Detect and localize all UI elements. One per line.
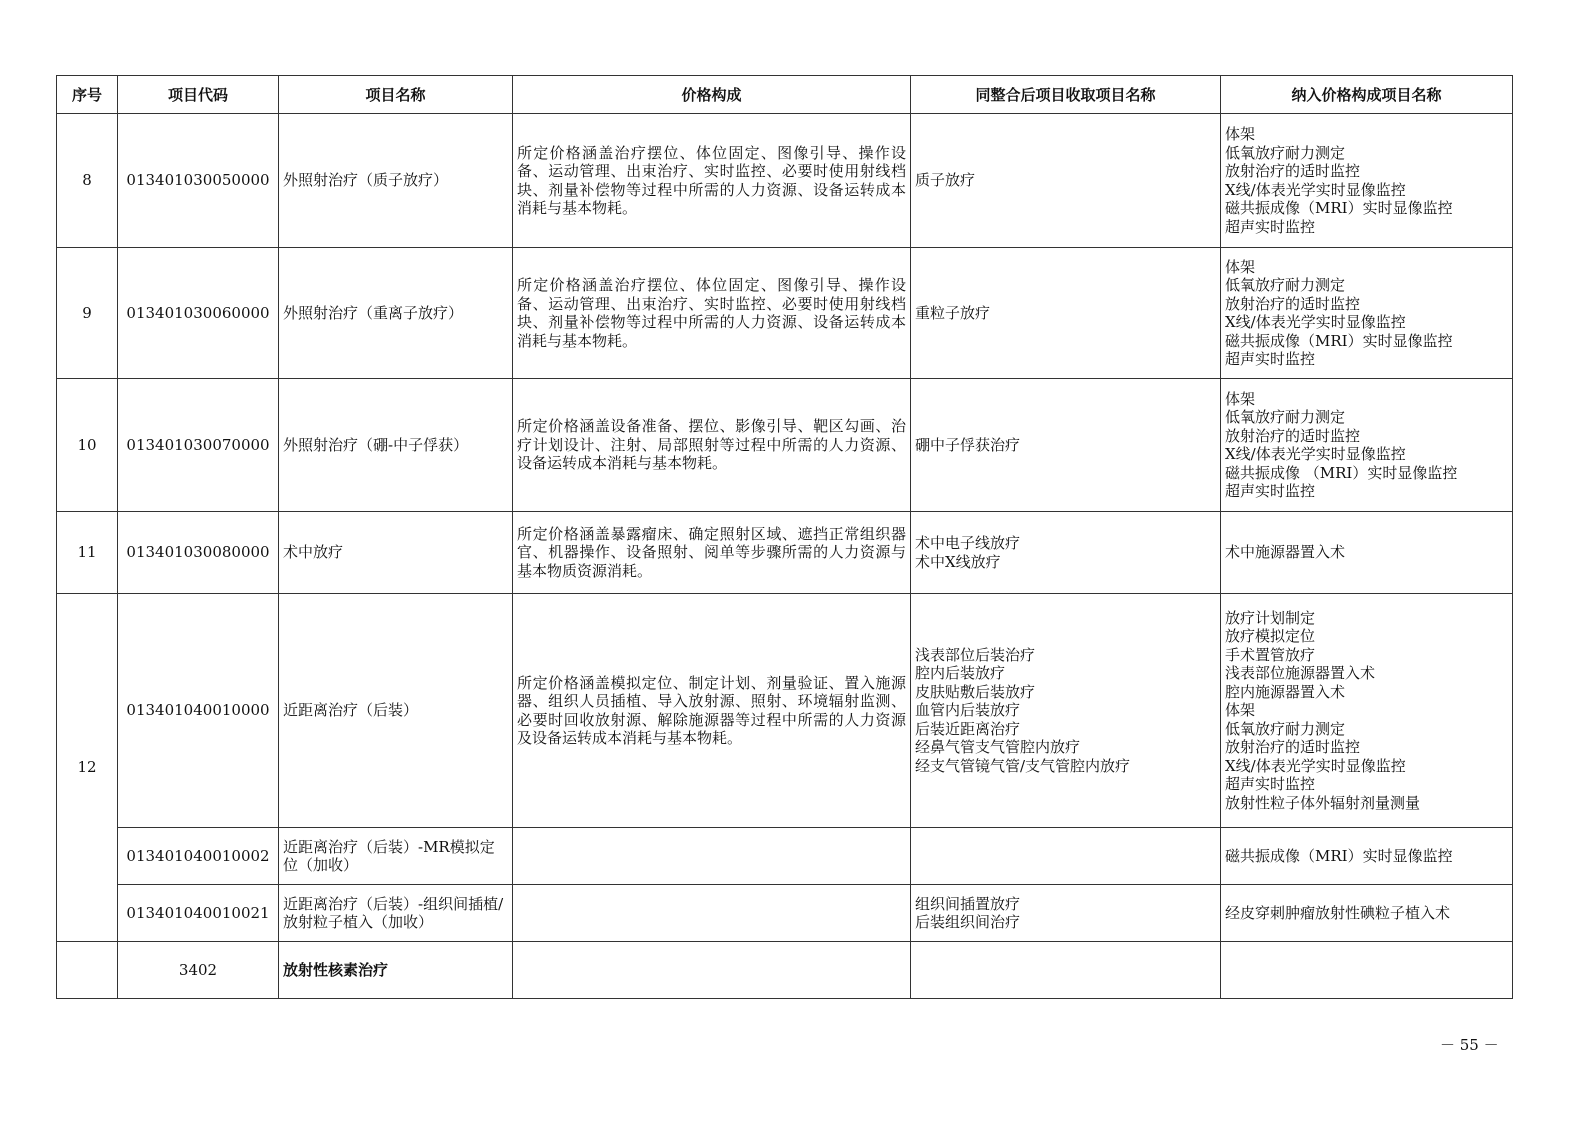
row-price: 所定价格涵盖模拟定位、制定计划、剂量验证、置入施源器、组织人员插植、导入放射源、照射、环境辐射监测、必要时回收放射源、解除施源器等过程中所需的人力资源及设备运转成本消耗与基本物耗。: [513, 594, 911, 828]
row-included: 磁共振成像（MRI）实时显像监控: [1221, 828, 1513, 885]
row-included: 体架 低氧放疗耐力测定 放射治疗的适时监控 X线/体表光学实时显像监控 磁共振成像 （MRI）实时显像监控 超声实时监控: [1221, 379, 1513, 512]
row-merged: 组织间插置放疗 后装组织间治疗: [911, 885, 1221, 942]
row-name: 放射性核素治疗: [279, 942, 513, 999]
row-code: 013401040010002: [118, 828, 279, 885]
row-code: 013401040010021: [118, 885, 279, 942]
row-included: 体架 低氧放疗耐力测定 放射治疗的适时监控 X线/体表光学实时显像监控 磁共振成像（MRI）实时显像监控 超声实时监控: [1221, 114, 1513, 248]
row-name: 外照射治疗（硼-中子俘获）: [279, 379, 513, 512]
row-included: 放疗计划制定 放疗模拟定位 手术置管放疗 浅表部位施源器置入术 腔内施源器置入术 体架 低氧放疗耐力测定 放射治疗的适时监控 X线/体表光学实时显像监控 超声实时监控 放射性粒子体外辐射剂量测量: [1221, 594, 1513, 828]
table-header-row: [57, 76, 1513, 114]
row-included: 体架 低氧放疗耐力测定 放射治疗的适时监控 X线/体表光学实时显像监控 磁共振成像（MRI）实时显像监控 超声实时监控: [1221, 248, 1513, 379]
row-code: 013401030060000: [118, 248, 279, 379]
table-row: [57, 379, 1513, 512]
row-seq: 8: [57, 114, 118, 248]
row-merged: [911, 828, 1221, 885]
table-row: [57, 114, 1513, 248]
row-price: [513, 828, 911, 885]
row-included: [1221, 942, 1513, 999]
table-row: [57, 248, 1513, 379]
pricing-table: [56, 75, 1513, 999]
row-name: 外照射治疗（重离子放疗）: [279, 248, 513, 379]
header-code: 项目代码: [118, 76, 279, 114]
row-code: 013401040010000: [118, 594, 279, 828]
row-price: [513, 885, 911, 942]
row-seq: 11: [57, 512, 118, 594]
row-price: 所定价格涵盖治疗摆位、体位固定、图像引导、操作设备、运动管理、出束治疗、实时监控、必要时使用射线档块、剂量补偿物等过程中所需的人力资源、设备运转成本消耗与基本物耗。: [513, 248, 911, 379]
row-merged: 术中电子线放疗 术中X线放疗: [911, 512, 1221, 594]
row-name: 术中放疗: [279, 512, 513, 594]
table-row: [57, 828, 1513, 885]
page-number: － 55 －: [1440, 1036, 1499, 1054]
row-included: 经皮穿刺肿瘤放射性碘粒子植入术: [1221, 885, 1513, 942]
table-row: [57, 885, 1513, 942]
row-price: 所定价格涵盖设备准备、摆位、影像引导、靶区勾画、治疗计划设计、注射、局部照射等过程中所需的人力资源、设备运转成本消耗与基本物耗。: [513, 379, 911, 512]
row-code: 013401030080000: [118, 512, 279, 594]
row-seq: [57, 942, 118, 999]
row-name: 外照射治疗（质子放疗）: [279, 114, 513, 248]
header-seq: 序号: [57, 76, 118, 114]
header-merged: 同整合后项目收取项目名称: [911, 76, 1221, 114]
row-name: 近距离治疗（后装）-MR模拟定位（加收）: [279, 828, 513, 885]
row-seq: 9: [57, 248, 118, 379]
row-merged: [911, 942, 1221, 999]
row-merged: 质子放疗: [911, 114, 1221, 248]
row-included: 术中施源器置入术: [1221, 512, 1513, 594]
row-seq: 12: [57, 594, 118, 942]
table-row: [57, 942, 1513, 999]
table-row: [57, 594, 1513, 828]
row-code: 3402: [118, 942, 279, 999]
row-price: 所定价格涵盖暴露瘤床、确定照射区域、遮挡正常组织器官、机器操作、设备照射、阅单等步骤所需的人力资源与基本物质资源消耗。: [513, 512, 911, 594]
header-name: 项目名称: [279, 76, 513, 114]
row-seq: 10: [57, 379, 118, 512]
row-name: 近距离治疗（后装）-组织间插植/放射粒子植入（加收）: [279, 885, 513, 942]
row-name: 近距离治疗（后装）: [279, 594, 513, 828]
row-price: 所定价格涵盖治疗摆位、体位固定、图像引导、操作设备、运动管理、出束治疗、实时监控、必要时使用射线档块、剂量补偿物等过程中所需的人力资源、设备运转成本消耗与基本物耗。: [513, 114, 911, 248]
row-code: 013401030070000: [118, 379, 279, 512]
row-price: [513, 942, 911, 999]
row-merged: 重粒子放疗: [911, 248, 1221, 379]
row-merged: 浅表部位后装治疗 腔内后装放疗 皮肤贴敷后装放疗 血管内后装放疗 后装近距离治疗 经鼻气管支气管腔内放疗 经支气管镜气管/支气管腔内放疗: [911, 594, 1221, 828]
row-code: 013401030050000: [118, 114, 279, 248]
header-included: 纳入价格构成项目名称: [1221, 76, 1513, 114]
row-merged: 硼中子俘获治疗: [911, 379, 1221, 512]
table-row: [57, 512, 1513, 594]
header-price: 价格构成: [513, 76, 911, 114]
